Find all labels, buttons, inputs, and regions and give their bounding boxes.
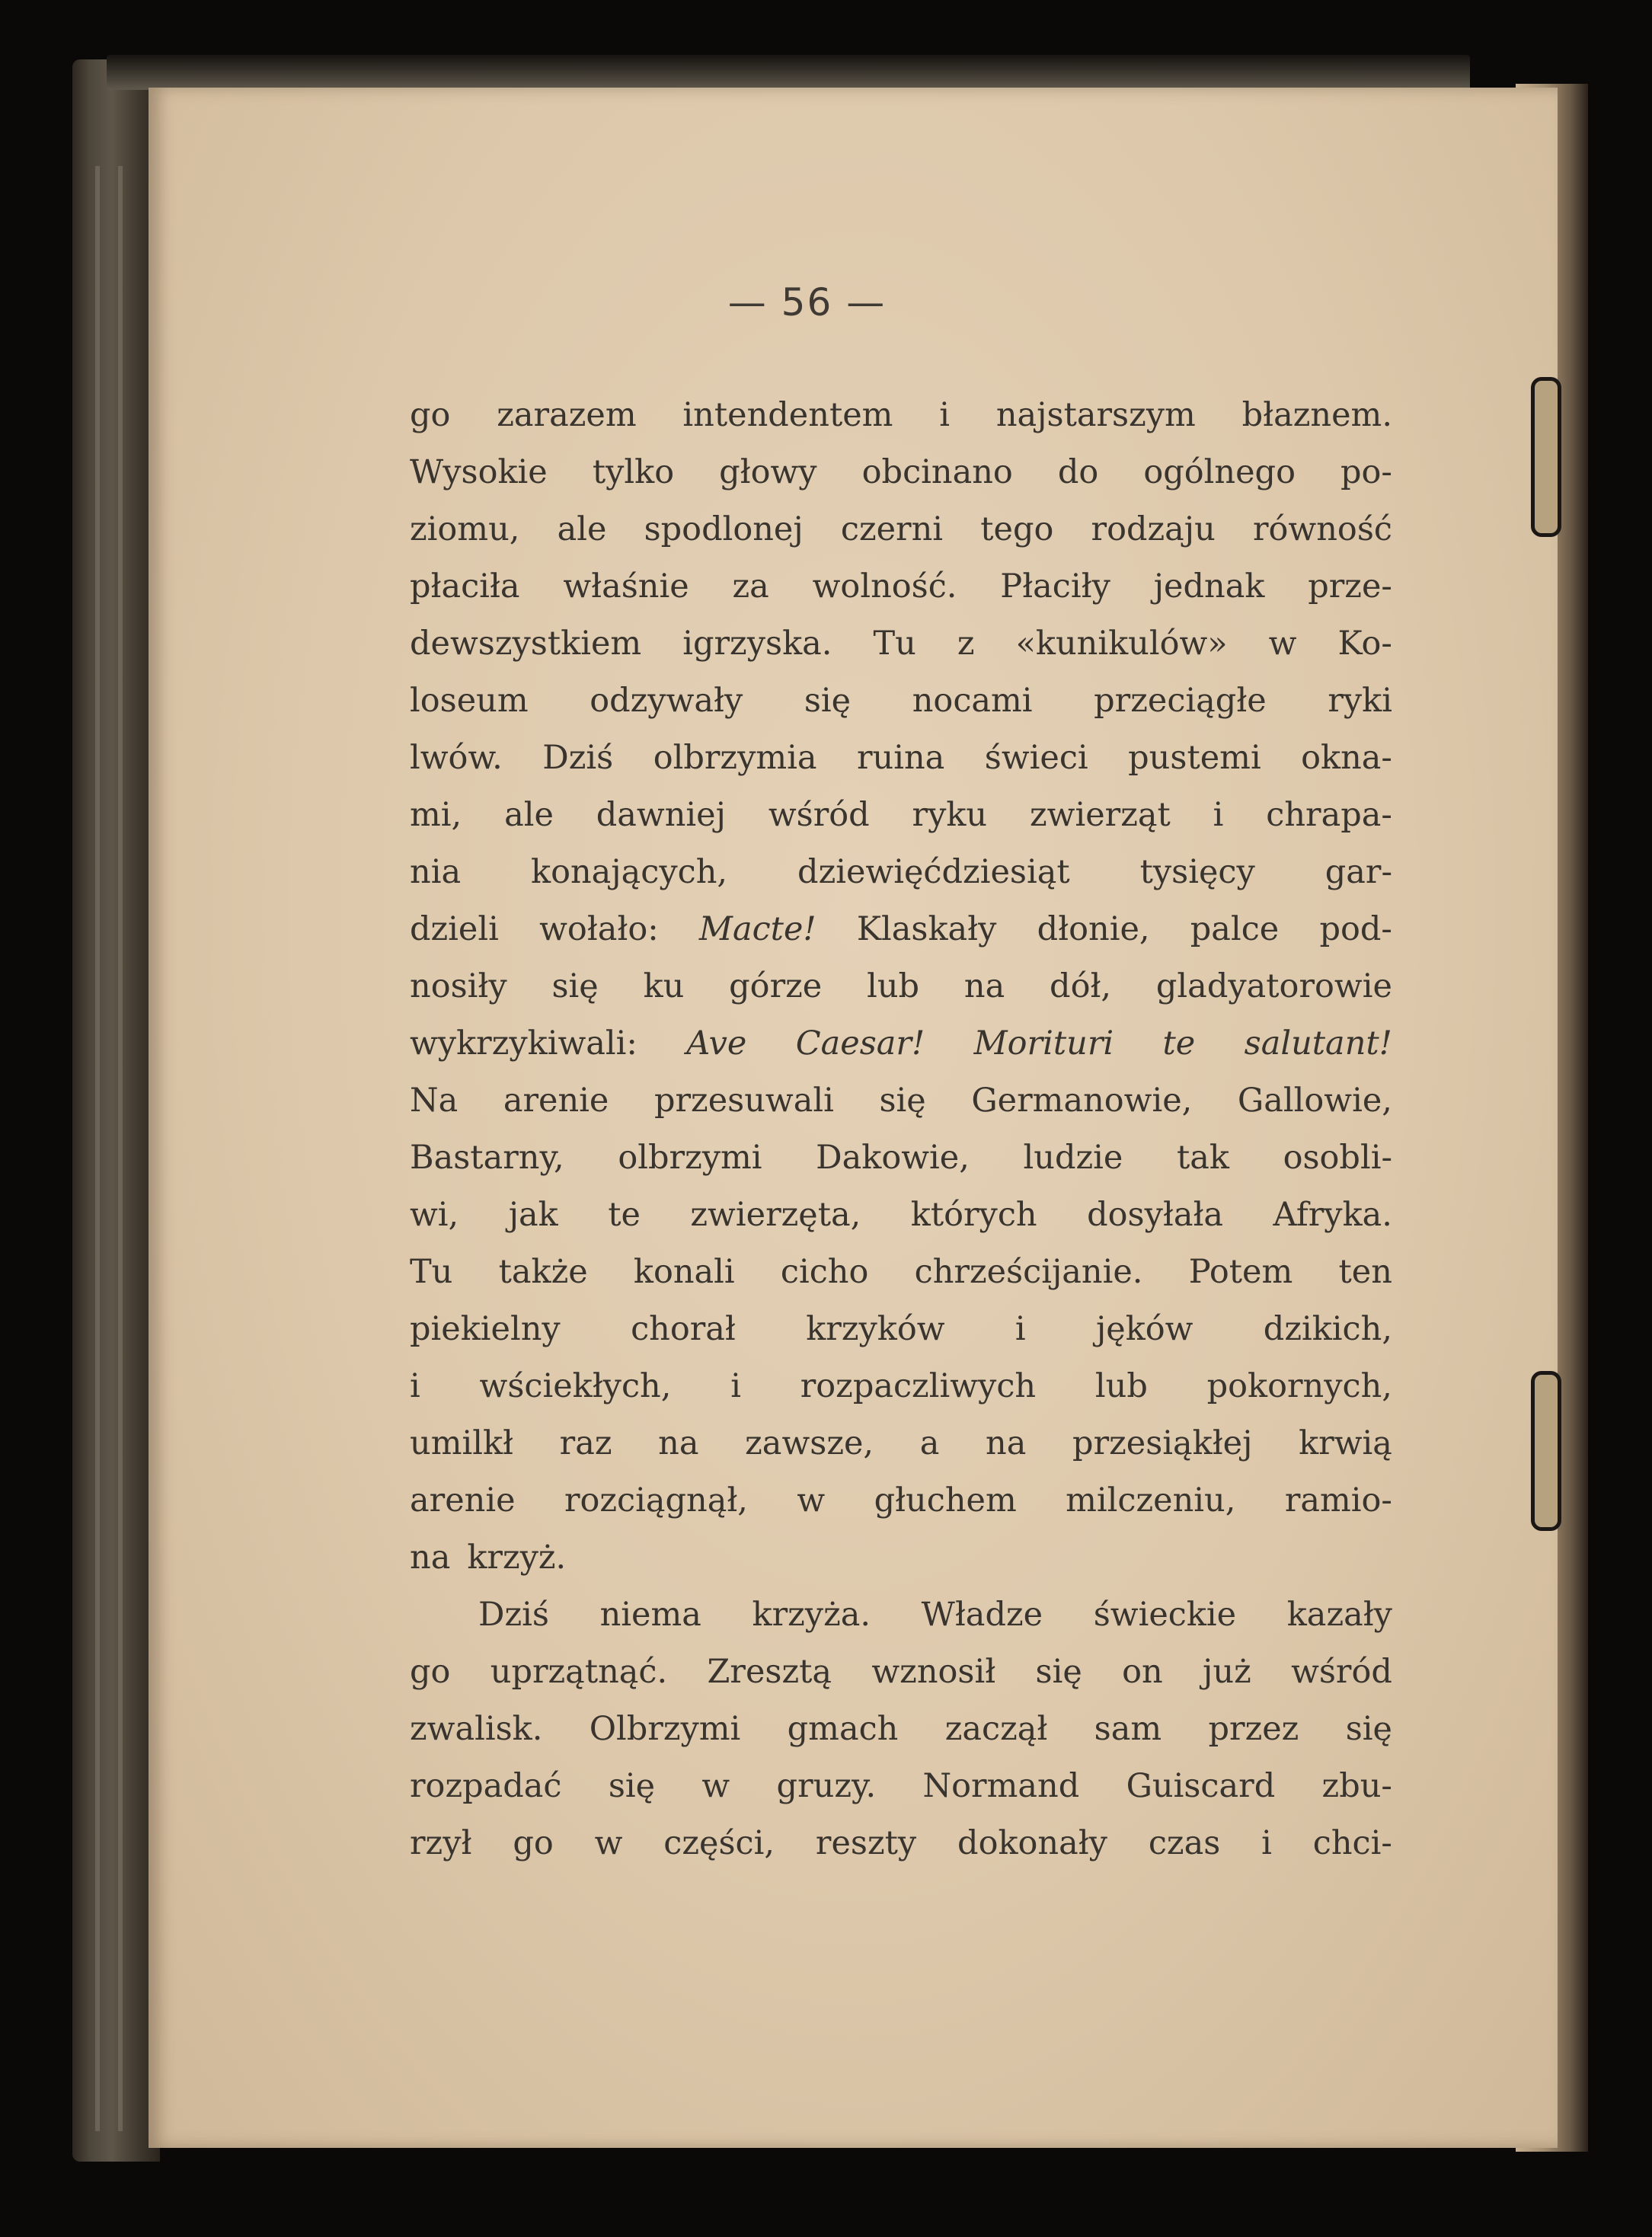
word: się	[804, 682, 852, 720]
clasp-top	[1531, 377, 1561, 537]
word: głowy	[719, 453, 817, 491]
word: dosyłała	[1087, 1196, 1224, 1234]
word: na	[658, 1424, 699, 1462]
text-line	[410, 730, 1392, 787]
word: ale	[557, 510, 607, 548]
word: dewszystkiem	[410, 625, 642, 663]
word: wolność.	[812, 567, 957, 606]
word: rozciągnął,	[564, 1481, 748, 1520]
word: Tu	[410, 1253, 453, 1291]
word: ruina	[856, 739, 945, 777]
word: sam	[1094, 1710, 1162, 1748]
word: lub	[867, 967, 920, 1005]
word: zaczął	[944, 1710, 1048, 1748]
word: Zresztą	[707, 1653, 832, 1691]
book-cover-top-edge	[107, 55, 1470, 90]
word: przeciągłe	[1094, 682, 1267, 720]
word: intendentem	[682, 396, 893, 434]
word: już	[1203, 1653, 1251, 1691]
word: ziomu,	[410, 510, 520, 548]
word: także	[498, 1253, 588, 1291]
word: świeci	[984, 739, 1088, 777]
word: Olbrzymi	[589, 1710, 741, 1748]
word: odzywały	[590, 682, 743, 720]
word: zwierzęta,	[690, 1196, 861, 1234]
text-line	[410, 1644, 1392, 1701]
word: chorał	[631, 1310, 736, 1348]
text-line	[410, 558, 1392, 615]
word: których	[910, 1196, 1037, 1234]
word: loseum	[410, 682, 529, 720]
word: Caesar!	[795, 1024, 925, 1063]
word: na	[986, 1424, 1027, 1462]
word: Klaskały	[856, 910, 997, 948]
word: igrzyska.	[682, 625, 832, 663]
word: jak	[508, 1196, 558, 1234]
text-line	[410, 787, 1392, 844]
word: jęków	[1095, 1310, 1193, 1348]
word: wykrzykiwali:	[410, 1024, 637, 1063]
word: te	[1162, 1024, 1196, 1063]
word: ogólnego	[1143, 453, 1296, 491]
word: krzyż.	[467, 1539, 567, 1577]
text-line	[410, 615, 1392, 673]
word: nocami	[912, 682, 1033, 720]
word: w	[701, 1767, 730, 1805]
word: a	[919, 1424, 940, 1462]
word: chci-	[1312, 1824, 1392, 1862]
text-line	[410, 444, 1392, 501]
word: te	[608, 1196, 641, 1234]
word: konali	[633, 1253, 735, 1291]
text-line	[410, 501, 1392, 558]
word: świeckie	[1093, 1596, 1237, 1634]
text-line	[410, 1187, 1392, 1244]
word: Dziś	[478, 1596, 549, 1634]
word: dziewięćdziesiąt	[797, 853, 1070, 891]
word: lwów.	[410, 739, 503, 777]
word: w	[1268, 625, 1297, 663]
word: górze	[729, 967, 823, 1005]
word: za	[732, 567, 769, 606]
word: się	[1345, 1710, 1392, 1748]
text-line	[410, 901, 1392, 958]
word: cicho	[780, 1253, 869, 1291]
word: się	[879, 1082, 926, 1120]
word: salutant!	[1244, 1024, 1392, 1063]
word: ryki	[1328, 682, 1392, 720]
word: on	[1122, 1653, 1163, 1691]
word: pustemi	[1128, 739, 1261, 777]
word: go	[410, 1653, 451, 1691]
word: jednak	[1153, 567, 1265, 606]
word: Germanowie,	[971, 1082, 1193, 1120]
word: Płaciły	[1000, 567, 1110, 606]
text-line	[410, 1529, 1392, 1587]
word: zbu-	[1321, 1767, 1392, 1805]
word: umilkł	[410, 1424, 513, 1462]
word: raz	[559, 1424, 612, 1462]
word: mi,	[410, 796, 462, 834]
spine-line	[118, 166, 123, 2131]
word: się	[551, 967, 599, 1005]
word: przez	[1208, 1710, 1299, 1748]
word: Dakowie,	[816, 1139, 970, 1177]
word: ku	[643, 967, 685, 1005]
word: uprzątnąć.	[490, 1653, 668, 1691]
page-number: — 56 —	[727, 280, 887, 324]
word: Wysokie	[410, 453, 548, 491]
word: wznosił	[871, 1653, 996, 1691]
text-line	[410, 1244, 1392, 1301]
text-line	[410, 1130, 1392, 1187]
text-line	[410, 958, 1392, 1015]
word: ramio-	[1284, 1481, 1392, 1520]
text-line	[410, 1015, 1392, 1072]
word: Macte!	[698, 910, 816, 948]
word: do	[1057, 453, 1099, 491]
word: gruzy.	[776, 1767, 877, 1805]
clasp-bottom	[1531, 1371, 1561, 1531]
word: rzył	[410, 1824, 472, 1862]
word: dzikich,	[1263, 1310, 1392, 1348]
word: i	[1261, 1824, 1272, 1862]
word: reszty	[815, 1824, 917, 1862]
word: Potem	[1188, 1253, 1293, 1291]
word: się	[608, 1767, 656, 1805]
text-line	[410, 1701, 1392, 1758]
word: i	[939, 396, 951, 434]
word: zarazem	[497, 396, 637, 434]
word: Guiscard	[1126, 1767, 1276, 1805]
word: Normand	[922, 1767, 1080, 1805]
word: arenie	[410, 1481, 516, 1520]
text-line	[410, 1301, 1392, 1358]
text-line	[410, 1415, 1392, 1472]
word: rozpaczliwych	[800, 1367, 1037, 1405]
book-spine	[72, 59, 160, 2162]
text-line	[410, 1815, 1392, 1872]
word: gar-	[1324, 853, 1392, 891]
word: zawsze,	[745, 1424, 874, 1462]
word: i	[1213, 796, 1224, 834]
word: dawniej	[596, 796, 726, 834]
text-line	[410, 1587, 1392, 1644]
word: przesuwali	[653, 1082, 834, 1120]
word: równość	[1252, 510, 1392, 548]
word: Tu	[873, 625, 916, 663]
word: krwią	[1299, 1424, 1392, 1462]
text-line	[410, 1072, 1392, 1130]
word: prze-	[1308, 567, 1392, 606]
word: nia	[410, 853, 462, 891]
word: i	[410, 1367, 420, 1405]
word: chrapa-	[1266, 796, 1392, 834]
word: części,	[663, 1824, 775, 1862]
word: wśród	[1291, 1653, 1392, 1691]
word: tysięcy	[1139, 853, 1255, 891]
word: ten	[1338, 1253, 1392, 1291]
word: wi,	[410, 1196, 459, 1234]
text-line	[410, 1472, 1392, 1529]
word: Gallowie,	[1237, 1082, 1392, 1120]
word: w	[594, 1824, 623, 1862]
word: właśnie	[563, 567, 689, 606]
text-line	[410, 387, 1392, 444]
word: Ave	[686, 1024, 747, 1063]
word: najstarszym	[995, 396, 1196, 434]
word: w	[797, 1481, 826, 1520]
word: gmach	[787, 1710, 899, 1748]
word: dzieli	[410, 910, 499, 948]
word: Władze	[921, 1596, 1043, 1634]
word: tylko	[592, 453, 675, 491]
word: i	[1015, 1310, 1026, 1348]
word: głuchem	[874, 1481, 1017, 1520]
word: olbrzymia	[653, 739, 817, 777]
word: zwierząt	[1030, 796, 1171, 834]
word: gladyatorowie	[1155, 967, 1392, 1005]
word: ryku	[912, 796, 988, 834]
word: rozpadać	[410, 1767, 562, 1805]
word: Afryka.	[1273, 1196, 1392, 1234]
word: chrześcijanie.	[914, 1253, 1143, 1291]
word: czas	[1148, 1824, 1221, 1862]
word: «kunikulów»	[1015, 625, 1228, 663]
word: konających,	[531, 853, 728, 891]
word: osobli-	[1283, 1139, 1392, 1177]
word: Na	[410, 1082, 459, 1120]
word: krzyża.	[752, 1596, 871, 1634]
word: tak	[1176, 1139, 1229, 1177]
word: zwalisk.	[410, 1710, 543, 1748]
word: po-	[1340, 453, 1392, 491]
word: ale	[504, 796, 554, 834]
word: spodlonej	[644, 510, 804, 548]
word: na	[963, 967, 1005, 1005]
text-line	[410, 1358, 1392, 1415]
word: Morituri	[973, 1024, 1114, 1063]
word: Dziś	[542, 739, 614, 777]
word: rodzaju	[1091, 510, 1216, 548]
text-line	[410, 673, 1392, 730]
word: dokonały	[957, 1824, 1107, 1862]
word: dół,	[1050, 967, 1112, 1005]
word: pokornych,	[1206, 1367, 1392, 1405]
word: piekielny	[410, 1310, 561, 1348]
word: obcinano	[861, 453, 1013, 491]
word: na	[410, 1539, 451, 1577]
word: krzyków	[806, 1310, 945, 1348]
word: przesiąkłej	[1072, 1424, 1253, 1462]
word: wściekłych,	[479, 1367, 672, 1405]
word: go	[513, 1824, 554, 1862]
word: arenie	[503, 1082, 609, 1120]
word: pod-	[1319, 910, 1392, 948]
word: i	[730, 1367, 741, 1405]
page-text	[410, 387, 1392, 1872]
spine-line	[95, 166, 100, 2131]
word: wołało:	[539, 910, 659, 948]
word: dłonie,	[1037, 910, 1150, 948]
word: go	[410, 396, 451, 434]
word: tego	[980, 510, 1054, 548]
word: czerni	[840, 510, 944, 548]
word: niema	[599, 1596, 701, 1634]
word: wśród	[768, 796, 870, 834]
word: kazały	[1286, 1596, 1392, 1634]
word: nosiły	[410, 967, 507, 1005]
word: milczeniu,	[1066, 1481, 1236, 1520]
word: okna-	[1301, 739, 1392, 777]
word: ludzie	[1023, 1139, 1123, 1177]
word: płaciła	[410, 567, 520, 606]
word: palce	[1190, 910, 1280, 948]
word: błaznem.	[1241, 396, 1392, 434]
word: Ko-	[1337, 625, 1392, 663]
word: olbrzymi	[618, 1139, 762, 1177]
word: się	[1035, 1653, 1082, 1691]
word: lub	[1094, 1367, 1148, 1405]
text-line	[410, 1758, 1392, 1815]
word: z	[957, 625, 975, 663]
text-line	[410, 844, 1392, 901]
word: Bastarny,	[410, 1139, 564, 1177]
